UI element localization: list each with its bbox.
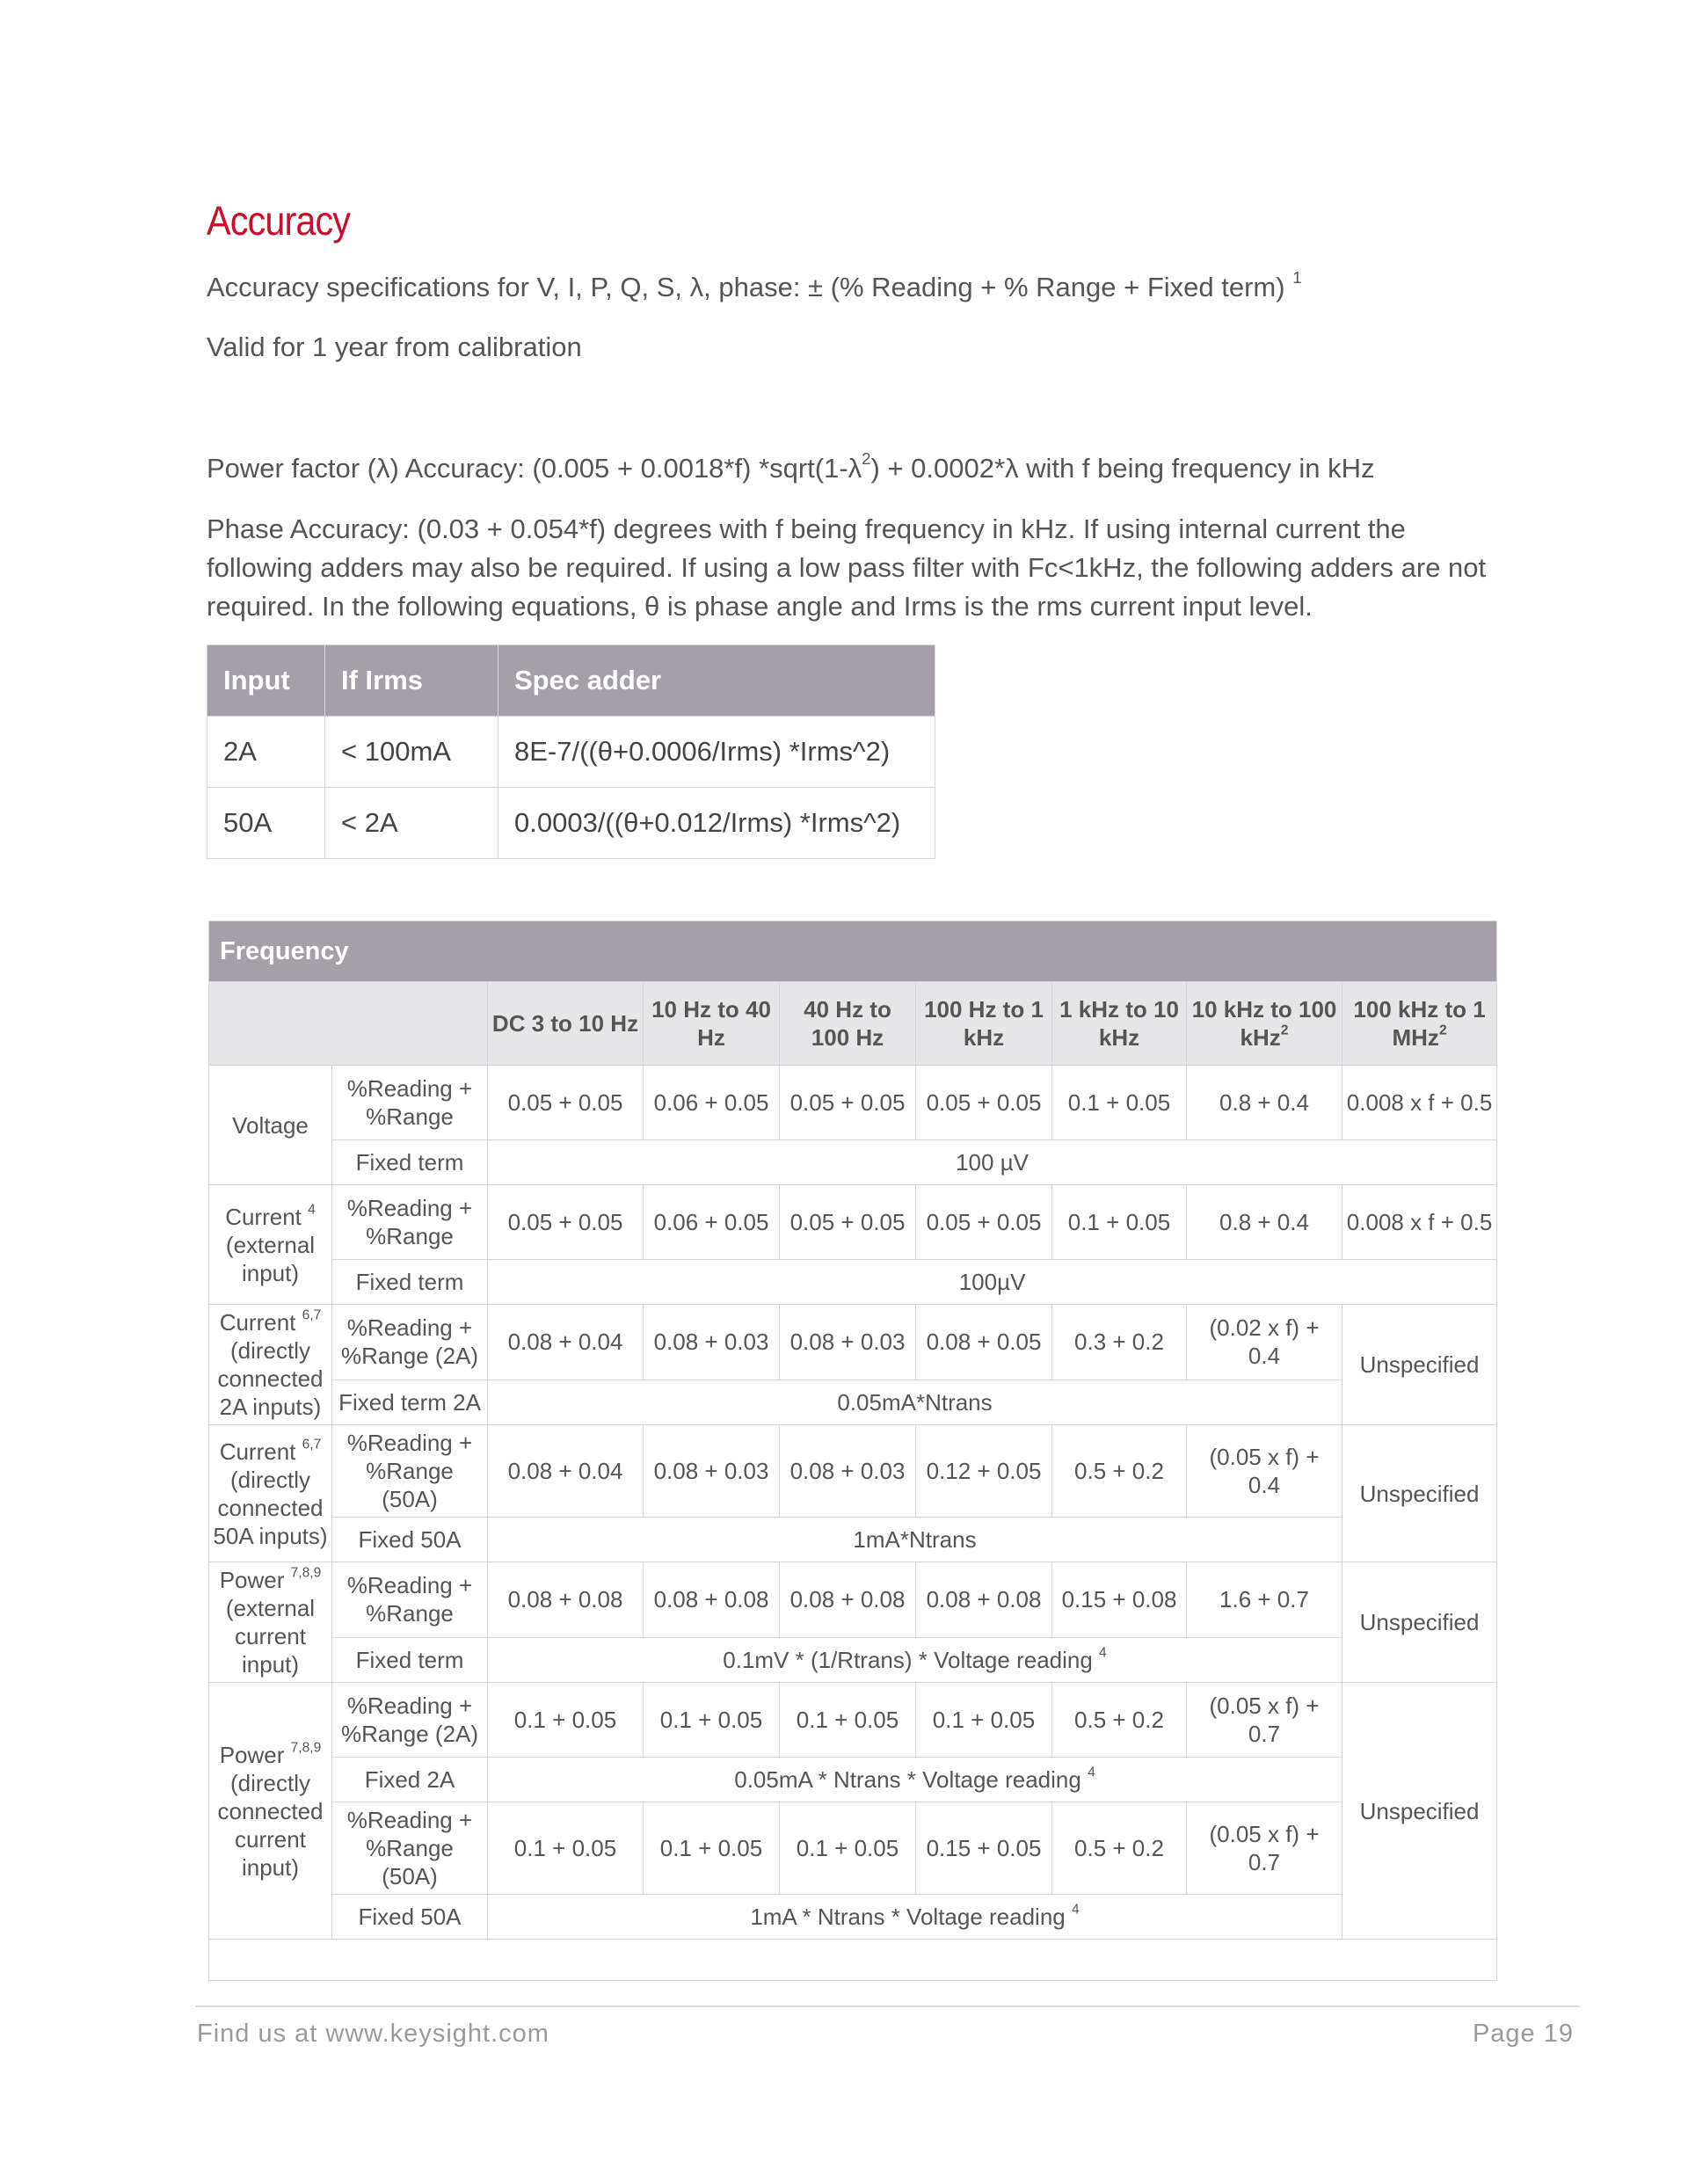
fixed-term-text: 1mA*Ntrans (853, 1526, 977, 1553)
accuracy-value: 0.08 + 0.08 (488, 1562, 644, 1638)
column-header-text: 40 Hz to 100 Hz (804, 996, 891, 1051)
term-label: %Reading + %Range (2A) (332, 1305, 488, 1380)
measurement-name: Current (219, 1309, 296, 1336)
term-label: %Reading + %Range (332, 1562, 488, 1638)
fixed-term-value (488, 1380, 1342, 1424)
frequency-column-header (488, 982, 644, 1066)
power-factor-exponent: 2 (862, 449, 871, 469)
empty-footer-cell (209, 1940, 1497, 1981)
accuracy-value: 0.06 + 0.05 (644, 1066, 780, 1140)
accuracy-value: 0.1 + 0.05 (1052, 1066, 1187, 1140)
frequency-accuracy-table (208, 921, 1497, 1981)
accuracy-value: 0.8 + 0.4 (1187, 1185, 1342, 1260)
accuracy-value: 0.1 + 0.05 (780, 1802, 916, 1895)
accuracy-value: 0.1 + 0.05 (488, 1802, 644, 1895)
accuracy-value: 1.6 + 0.7 (1187, 1562, 1342, 1638)
adder-header-spec: Spec adder (498, 645, 935, 717)
fixed-term-text: 100 µV (956, 1149, 1030, 1176)
accuracy-spec-text: Accuracy specifications for V, I, P, Q, S, λ, phase: ± (% Reading + % Range + Fixed term) (207, 272, 1285, 302)
section-title: Accuracy (207, 198, 351, 244)
accuracy-value: 0.12 + 0.05 (916, 1425, 1052, 1518)
frequency-column-header (644, 982, 780, 1066)
measurement-qualifier: (directly connected 50A inputs) (213, 1466, 328, 1549)
validity-line: Valid for 1 year from calibration (207, 331, 582, 362)
accuracy-value: (0.05 x f) + 0.7 (1187, 1683, 1342, 1758)
fixed-term-value (488, 1758, 1342, 1802)
accuracy-value: 0.1 + 0.05 (916, 1683, 1052, 1758)
footnote-marker: 4 (308, 1202, 316, 1218)
fixed-term-text: 0.1mV * (1/Rtrans) * Voltage reading (723, 1646, 1093, 1673)
measurement-name: Power (219, 1567, 285, 1593)
fixed-term-value (488, 1260, 1497, 1305)
fixed-term-value (488, 1895, 1342, 1940)
accuracy-spec-footnote: 1 (1292, 268, 1302, 288)
accuracy-value: 0.5 + 0.2 (1052, 1802, 1187, 1895)
measurement-label (209, 1683, 332, 1940)
term-label: Fixed term 2A (332, 1380, 488, 1424)
accuracy-value: 0.1 + 0.05 (488, 1683, 644, 1758)
measurement-name: Current (219, 1438, 296, 1465)
column-header-text: 10 kHz to 100 kHz (1191, 996, 1337, 1051)
footer-website-link[interactable]: Find us at www.keysight.com (197, 2020, 549, 2048)
footnote-marker: 6,7 (302, 1307, 322, 1323)
table-row (209, 1758, 1497, 1802)
adder-row (207, 788, 935, 859)
adder-cell: 0.0003/((θ+0.012/Irms) *Irms^2) (498, 788, 935, 859)
table-footer-row (209, 1940, 1497, 1981)
frequency-column-header (1342, 982, 1497, 1066)
fixed-term-value (488, 1140, 1497, 1185)
accuracy-value: 0.1 + 0.05 (644, 1802, 780, 1895)
footnote-marker: 4 (1088, 1765, 1095, 1780)
accuracy-value: 0.08 + 0.08 (916, 1562, 1052, 1638)
frequency-table-container (208, 921, 1496, 1981)
footnote-marker: 2 (1438, 1023, 1447, 1038)
table-row (209, 1683, 1497, 1758)
page-number: Page 19 (1472, 2020, 1574, 2048)
accuracy-value: 0.5 + 0.2 (1052, 1425, 1187, 1518)
measurement-qualifier: (external current input) (225, 1595, 316, 1678)
accuracy-value: 0.05 + 0.05 (916, 1185, 1052, 1260)
footnote-marker: 7,8,9 (290, 1740, 322, 1756)
frequency-column-header (1187, 982, 1342, 1066)
frequency-column-header (1052, 982, 1187, 1066)
term-label: %Reading + %Range (332, 1185, 488, 1260)
measurement-qualifier: (directly connected 2A inputs) (217, 1337, 324, 1420)
term-label: %Reading + %Range (332, 1066, 488, 1140)
term-label: Fixed term (332, 1260, 488, 1305)
accuracy-value: 0.008 x f + 0.5 (1342, 1066, 1497, 1140)
adder-header-irms: If Irms (325, 645, 498, 717)
accuracy-value: 0.1 + 0.05 (1052, 1185, 1187, 1260)
accuracy-value: 0.08 + 0.03 (644, 1425, 780, 1518)
frequency-column-header (780, 982, 916, 1066)
phase-adder-table (207, 644, 935, 859)
table-row (209, 1562, 1497, 1638)
term-label: %Reading + %Range (50A) (332, 1802, 488, 1895)
table-row (209, 1380, 1497, 1424)
accuracy-value: 0.3 + 0.2 (1052, 1305, 1187, 1380)
power-factor-line (207, 449, 1508, 488)
accuracy-value: 0.08 + 0.04 (488, 1425, 644, 1518)
fixed-term-text: 100µV (958, 1269, 1026, 1295)
accuracy-value: 0.08 + 0.05 (916, 1305, 1052, 1380)
footnote-marker: 4 (1072, 1902, 1080, 1918)
unspecified-cell: Unspecified (1342, 1425, 1497, 1562)
accuracy-value: 0.1 + 0.05 (780, 1683, 916, 1758)
accuracy-value: 0.06 + 0.05 (644, 1185, 780, 1260)
term-label: Fixed 2A (332, 1758, 488, 1802)
accuracy-value: 0.15 + 0.08 (1052, 1562, 1187, 1638)
accuracy-spec-line (207, 268, 1508, 307)
footnote-marker: 7,8,9 (290, 1565, 322, 1581)
accuracy-value: 0.08 + 0.08 (780, 1562, 916, 1638)
table-row (209, 1185, 1497, 1260)
term-label: Fixed term (332, 1637, 488, 1682)
accuracy-value: 0.05 + 0.05 (488, 1185, 644, 1260)
term-label: Fixed term (332, 1140, 488, 1185)
unspecified-cell: Unspecified (1342, 1683, 1497, 1940)
adder-cell: < 100mA (325, 717, 498, 788)
fixed-term-text: 1mA * Ntrans * Voltage reading (750, 1904, 1066, 1930)
frequency-column-header (916, 982, 1052, 1066)
accuracy-value: 0.08 + 0.03 (780, 1305, 916, 1380)
column-header-text: 100 kHz to 1 MHz (1353, 996, 1486, 1051)
column-header-text: DC 3 to 10 Hz (491, 1010, 639, 1037)
accuracy-value: 0.08 + 0.04 (488, 1305, 644, 1380)
term-label: Fixed 50A (332, 1518, 488, 1562)
measurement-qualifier: (external input) (225, 1231, 316, 1286)
accuracy-value: 0.1 + 0.05 (644, 1683, 780, 1758)
measurement-label (209, 1185, 332, 1305)
table-row (209, 1140, 1497, 1185)
measurement-name: Voltage (232, 1111, 309, 1139)
fixed-term-text: 0.05mA*Ntrans (837, 1388, 993, 1416)
accuracy-value: 0.008 x f + 0.5 (1342, 1185, 1497, 1260)
unspecified-cell: Unspecified (1342, 1562, 1497, 1683)
fixed-term-text: 0.05mA * Ntrans * Voltage reading (734, 1766, 1081, 1793)
table-row (209, 1637, 1497, 1682)
column-header-text: 100 Hz to 1 kHz (924, 996, 1044, 1051)
measurement-name: Current (225, 1203, 302, 1230)
accuracy-value: 0.05 + 0.05 (780, 1066, 916, 1140)
measurement-label (209, 1425, 332, 1562)
accuracy-value: 0.05 + 0.05 (916, 1066, 1052, 1140)
adder-cell: 8E-7/((θ+0.0006/Irms) *Irms^2) (498, 717, 935, 788)
table-row (209, 1305, 1497, 1380)
unspecified-cell: Unspecified (1342, 1305, 1497, 1425)
table-row (209, 1066, 1497, 1140)
column-header-text: 10 Hz to 40 Hz (651, 996, 771, 1051)
term-label: Fixed 50A (332, 1895, 488, 1940)
power-factor-text-a: Power factor (λ) Accuracy: (0.005 + 0.0018*f) *sqrt(1-λ (207, 453, 862, 484)
table-row (209, 1260, 1497, 1305)
table-row (209, 1802, 1497, 1895)
adder-row (207, 717, 935, 788)
adder-header-input: Input (207, 645, 325, 717)
fixed-term-value (488, 1637, 1342, 1682)
measurement-name: Power (219, 1741, 285, 1768)
table-row (209, 1518, 1497, 1562)
phase-accuracy-paragraph: Phase Accuracy: (0.03 + 0.054*f) degrees with f being frequency in kHz. If using internal current the following adders may also be required. If using a low pass filter with Fc<1kHz, the following adders are not required. In the following equations, θ is phase angle and Irms is the rms current input level. (207, 513, 1487, 622)
footnote-marker: 2 (1280, 1023, 1289, 1038)
accuracy-value: 0.05 + 0.05 (488, 1066, 644, 1140)
power-factor-text-b: ) + 0.0002*λ with f being frequency in kHz (870, 453, 1375, 484)
column-header-text: 1 kHz to 10 kHz (1059, 996, 1179, 1051)
accuracy-value: (0.05 x f) + 0.4 (1187, 1425, 1342, 1518)
frequency-column-header-row (209, 982, 1497, 1066)
table-row (209, 1895, 1497, 1940)
table-row (209, 1425, 1497, 1518)
measurement-label (209, 1562, 332, 1683)
accuracy-value: (0.05 x f) + 0.7 (1187, 1802, 1342, 1895)
accuracy-value: 0.08 + 0.03 (644, 1305, 780, 1380)
accuracy-value: 0.5 + 0.2 (1052, 1683, 1187, 1758)
measurement-label (209, 1066, 332, 1185)
frequency-title-row (209, 921, 1497, 982)
adder-cell: < 2A (325, 788, 498, 859)
term-label: %Reading + %Range (2A) (332, 1683, 488, 1758)
adder-cell: 2A (207, 717, 325, 788)
accuracy-value: 0.08 + 0.08 (644, 1562, 780, 1638)
accuracy-value: 0.08 + 0.03 (780, 1425, 916, 1518)
blank-header-cell (209, 982, 488, 1066)
adder-cell: 50A (207, 788, 325, 859)
footnote-marker: 4 (1099, 1645, 1107, 1661)
measurement-label (209, 1305, 332, 1425)
term-label: %Reading + %Range (50A) (332, 1425, 488, 1518)
footer-divider (195, 2006, 1580, 2007)
accuracy-value: 0.15 + 0.05 (916, 1802, 1052, 1895)
frequency-table-title: Frequency (209, 921, 1497, 982)
measurement-qualifier: (directly connected current input) (217, 1769, 324, 1881)
accuracy-value: 0.05 + 0.05 (780, 1185, 916, 1260)
footnote-marker: 6,7 (302, 1437, 322, 1452)
accuracy-value: (0.02 x f) + 0.4 (1187, 1305, 1342, 1380)
fixed-term-value (488, 1518, 1342, 1562)
accuracy-value: 0.8 + 0.4 (1187, 1066, 1342, 1140)
